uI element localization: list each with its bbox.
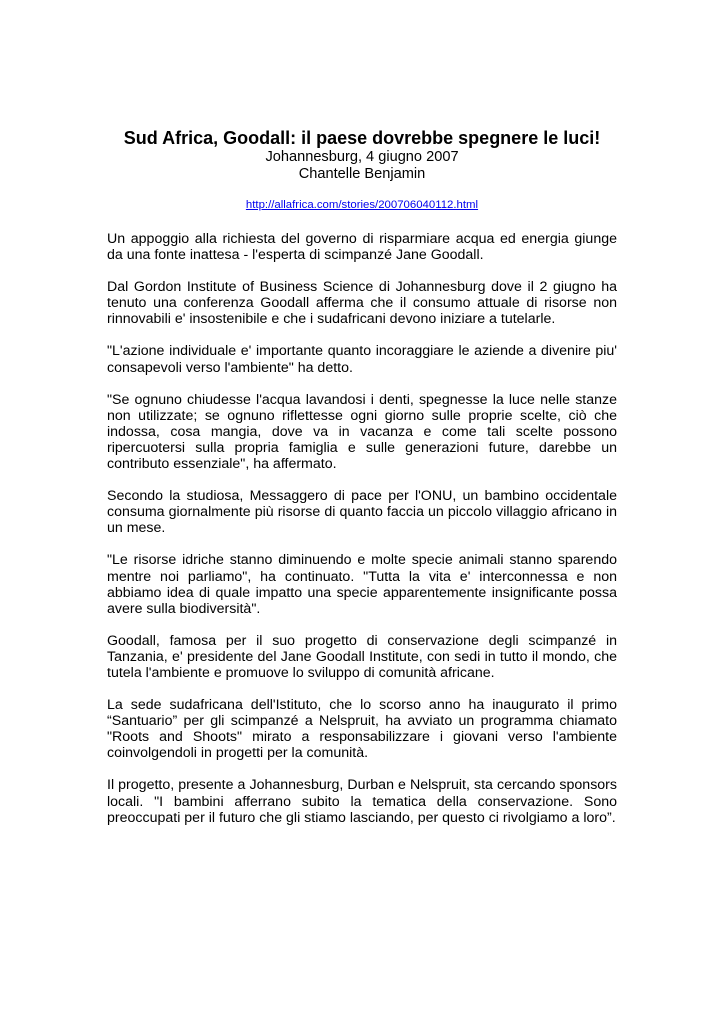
article-body: [107, 231, 617, 842]
article-header: [0, 127, 724, 213]
article-dateline: Johannesburg, 4 giugno 2007: [265, 149, 459, 165]
paragraph: "L'azione individuale e' importante quanto incoraggiare le aziende a divenire piu' consapevoli verso l'ambiente" ha detto.: [107, 343, 617, 376]
paragraph: Un appoggio alla richiesta del governo di risparmiare acqua ed energia giunge da una fonte inattesa - l'esperta di scimpanzé Jane Goodall.: [107, 231, 617, 264]
paragraph: Il progetto, presente a Johannesburg, Durban e Nelspruit, sta cercando sponsors locali. "I bambini afferrano subito la tematica della conservazione. Sono preoccupati per il futuro che gli stiamo lasciando, per questo ci rivolgiamo a loro”.: [107, 777, 617, 826]
source-link[interactable]: http://allafrica.com/stories/200706040112.html: [245, 199, 479, 211]
article-title: Sud Africa, Goodall: il paese dovrebbe spegnere le luci!: [123, 128, 601, 148]
paragraph: Dal Gordon Institute of Business Science di Johannesburg dove il 2 giugno ha tenuto una conferenza Goodall afferma che il consumo attuale di risorse non rinnovabili e' insostenibile e che i sudafricani devono iniziare a tutelarle.: [107, 279, 617, 328]
paragraph: Secondo la studiosa, Messaggero di pace per l'ONU, un bambino occidentale consuma giornalmente più risorse di quanto faccia un piccolo villaggio africano in un mese.: [107, 488, 617, 537]
paragraph: "Se ognuno chiudesse l'acqua lavandosi i denti, spegnesse la luce nelle stanze non utilizzate; se ognuno riflettesse ogni giorno sulle proprie scelte, ciò che indossa, cosa mangia, dove va in vacanza e come tali scelte possono ripercuotersi sulla propria famiglia e sulle generazioni future, darebbe un contributo essenziale", ha affermato.: [107, 391, 617, 473]
paragraph: La sede sudafricana dell'Istituto, che lo scorso anno ha inaugurato il primo “Santuario” per gli scimpanzé a Nelspruit, ha avviato un programma chiamato "Roots and Shoots" mirato a responsabilizzare i giovani verso l'ambiente coinvolgendoli in progetti per la comunità.: [107, 697, 617, 762]
paragraph: "Le risorse idriche stanno diminuendo e molte specie animali stanno sparendo mentre noi parliamo", ha continuato. "Tutta la vita e' interconnessa e non abbiamo idea di quale impatto una specie apparentemente insignificante possa avere sulla biodiversità".: [107, 552, 617, 617]
article-author: Chantelle Benjamin: [298, 166, 426, 182]
paragraph: Goodall, famosa per il suo progetto di conservazione degli scimpanzé in Tanzania, e' presidente del Jane Goodall Institute, con sedi in tutto il mondo, che tutela l'ambiente e promuove lo sviluppo di comunità africane.: [107, 632, 617, 681]
